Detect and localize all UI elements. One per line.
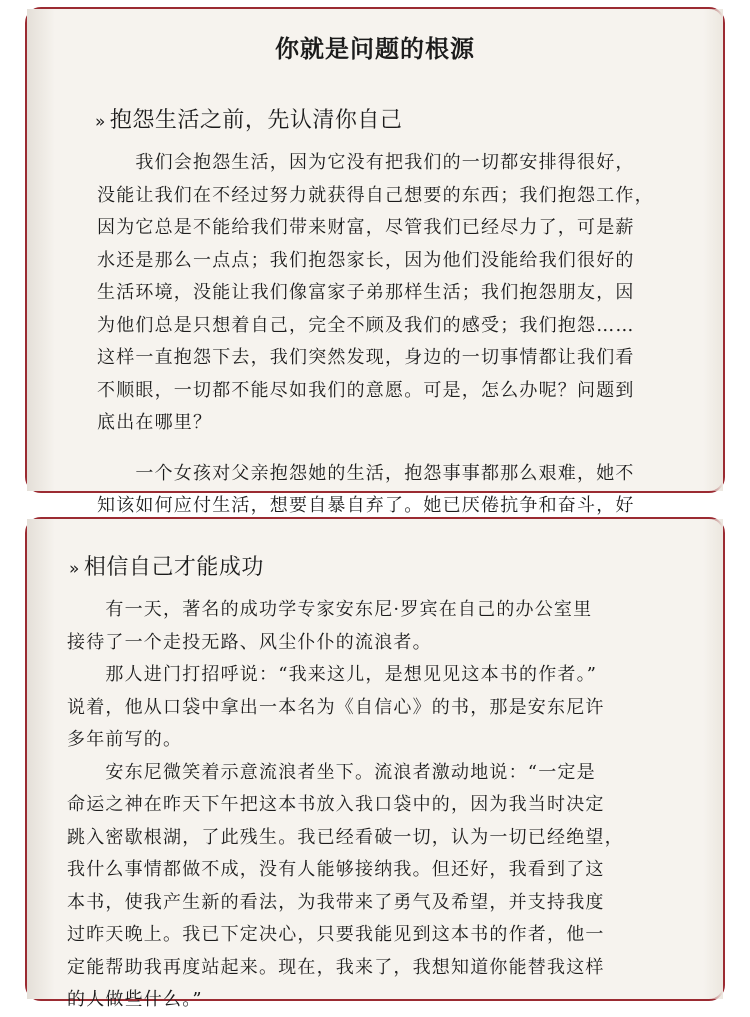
top-book-page-panel [25,7,725,516]
page-edge-shadow [703,9,723,491]
body-text-top [97,147,669,523]
text-line: 因为它总是不能给我们带来财富，尽管我们已经尽力了，可是薪 [97,217,635,238]
text-line: 多年前写的。 [67,729,183,750]
page-gutter-shadow [27,519,55,999]
text-line: 生活环境，没能让我们像富家子弟那样生活；我们抱怨朋友，因 [97,282,635,303]
text-line: 安东尼微笑着示意流浪者坐下。流浪者激动地说：“一定是 [67,761,596,783]
text-line: 我们会抱怨生活，因为它没有把我们的一切都安排得很好， [97,152,635,173]
body-text-bottom [67,594,689,1017]
text-line: 的人做些什么。” [67,989,203,1010]
text-line: 命运之神在昨天下午把这本书放入我口袋中的，因为我当时决定 [67,794,605,815]
text-line: 过昨天晚上。我已下定决心，只要我能见到这本书的作者，他一 [67,924,605,945]
text-line: 我什么事情都做不成，没有人能够接纳我。但还好，我看到了这 [67,859,605,880]
text-line: 水还是那么一点点；我们抱怨家长，因为他们没能给我们很好的 [97,249,635,271]
text-line: 接待了一个走投无路、风尘仆仆的流浪者。 [67,631,432,653]
chapter-title: 你就是问题的根源 [275,35,475,63]
text-line: 跳入密歇根湖，了此残生。我已经看破一切，认为一切已经绝望， [67,826,624,848]
section-heading-text: 抱怨生活之前，先认清你自己 [109,108,403,133]
page-edge-shadow [703,519,723,999]
text-line: 本书，使我产生新的看法，为我带来了勇气及希望，并支持我度 [67,891,605,913]
text-line: 这样一直抱怨下去，我们突然发现，身边的一切事情都让我们看 [97,347,635,368]
section-heading-text: 相信自己才能成功 [83,555,264,580]
section-marker-icon: » [95,112,106,132]
text-line: 不顺眼，一切都不能尽如我们的意愿。可是，怎么办呢？问题到 [97,379,635,401]
paragraph-gap [97,440,669,458]
text-line: 知该如何应付生活，想要自暴自弃了。她已厌倦抗争和奋斗，好 [97,495,635,516]
text-line: 那人进门打招呼说：“我来这儿，是想见见这本书的作者。” [67,664,598,685]
text-line: 一个女孩对父亲抱怨她的生活，抱怨事事都那么艰难，她不 [97,462,635,484]
text-line: 说着，他从口袋中拿出一本名为《自信心》的书，那是安东尼许 [67,696,605,718]
section-heading-self-belief [69,550,264,581]
page-gutter-shadow [27,9,55,491]
text-line: 定能帮助我再度站起来。现在，我来了，我想知道你能替我这样 [67,956,605,978]
text-line: 有一天，著名的成功学专家安东尼·罗宾在自己的办公室里 [67,599,593,620]
bottom-book-page-panel [25,517,725,1010]
text-line: 没能让我们在不经过努力就获得自己想要的东西；我们抱怨工作， [97,184,654,206]
section-marker-icon: » [69,559,80,579]
section-heading-complaint [95,103,402,134]
text-line: 为他们总是只想着自己，完全不顾及我们的感受；我们抱怨…… [97,314,635,336]
text-line: 底出在哪里？ [97,412,213,433]
